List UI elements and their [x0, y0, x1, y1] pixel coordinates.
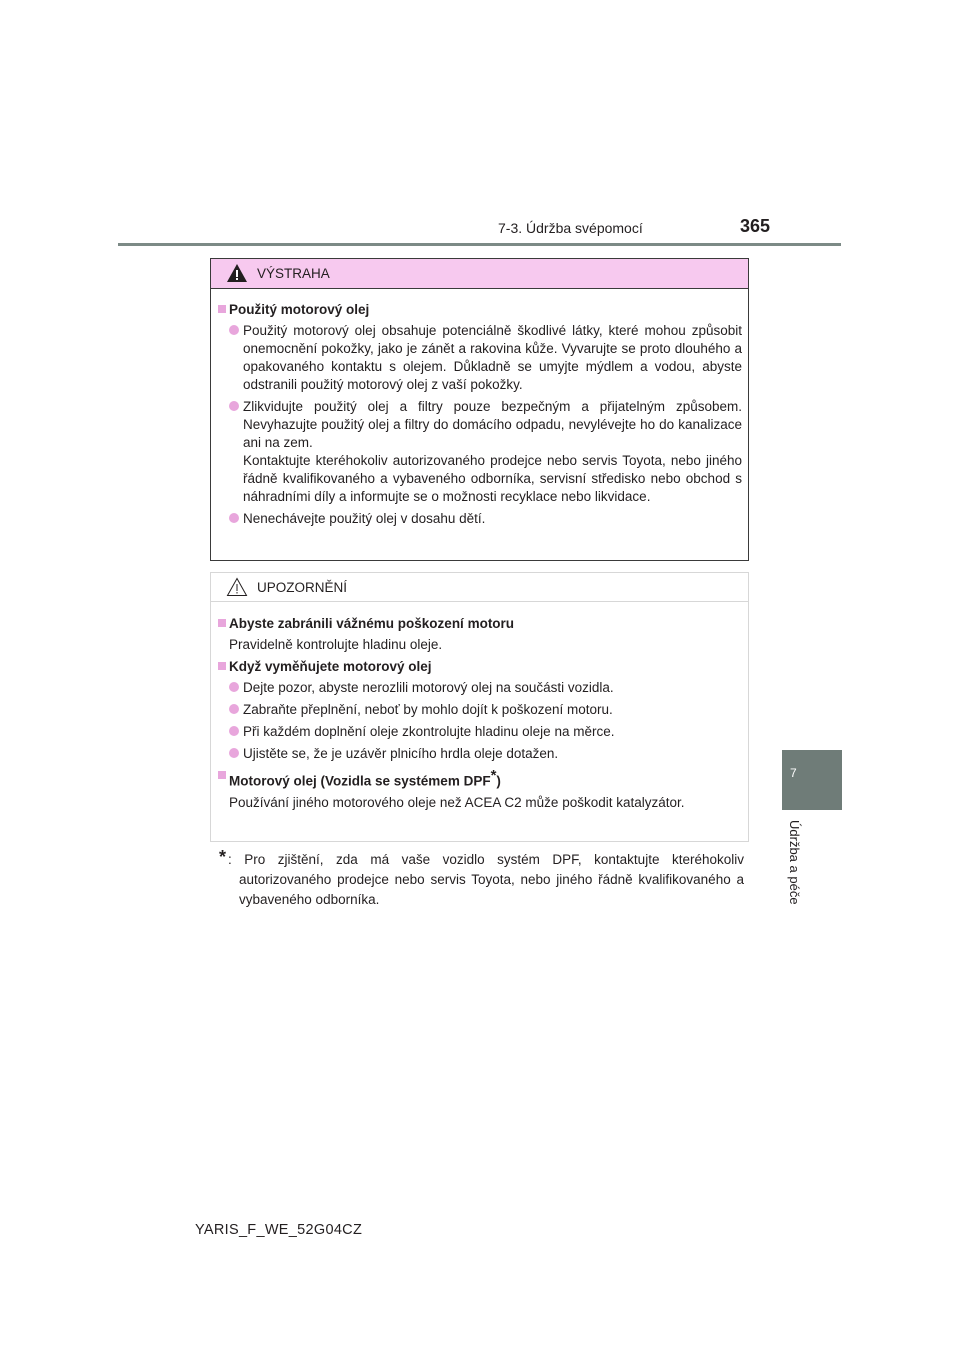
- header-section: 7-3. Údržba svépomocí: [498, 220, 643, 236]
- square-bullet-icon: [218, 662, 226, 670]
- list-item: Nenechávejte použitý olej v dosahu dětí.: [218, 510, 742, 528]
- header-rule: [118, 243, 841, 246]
- round-bullet-icon: [229, 682, 239, 692]
- section-heading: Když vyměňujete motorový olej: [218, 658, 742, 676]
- section-heading: Abyste zabránili vážnému poškození motoru: [218, 615, 742, 633]
- footnote-marker: *: [219, 847, 227, 867]
- round-bullet-icon: [229, 704, 239, 714]
- chapter-label: Údržba a péče: [787, 820, 802, 905]
- footnote-star: *: [490, 767, 497, 784]
- list-item: Zabraňte přeplnění, neboť by mohlo dojít k poškození motoru.: [218, 701, 742, 719]
- page-number: 365: [740, 216, 771, 236]
- round-bullet-icon: [229, 325, 239, 335]
- chapter-tab[interactable]: [782, 750, 842, 810]
- caution-triangle-icon: [226, 577, 248, 597]
- chapter-tab-number: 7: [790, 766, 797, 780]
- list-item: Zlikvidujte použitý olej a filtry pouze bezpečným a přijatelným způsobem. Nevyhazujte použitý olej a filtry do domácího odpadu, nevylévejte ho do kanalizace ani na zem. Kontaktujte kteréhokoliv autorizovaného prodejce nebo servis Toyota, nebo jiného řádně kvalifikovaného a vybaveného odborníka, servisní středisko nebo obchod s náhradními díly a informujte se o možnosti recyklace nebo likvidace.: [218, 398, 742, 506]
- warning-triangle-icon: [226, 263, 248, 283]
- list-item: Ujistěte se, že je uzávěr plnicího hrdla oleje dotažen.: [218, 745, 742, 763]
- list-item: Při každém doplnění oleje zkontrolujte hladinu oleje na měrce.: [218, 723, 742, 741]
- section-heading: Použitý motorový olej: [218, 301, 742, 319]
- list-item: Použitý motorový olej obsahuje potenciálně škodlivé látky, které mohou způsobit onemocnění pokožky, jako je zánět a rakovina kůže. Vyvarujte se proto dlouhého a opakovaného kontaktu s olejem. Důkladně se umyjte mýdlem a vodou, abyste odstranili použitý motorový olej z vaší pokožky.: [218, 322, 742, 394]
- warning-box-header: [211, 259, 748, 289]
- warning-box-body: [211, 289, 748, 528]
- paragraph: Pravidelně kontrolujte hladinu oleje.: [229, 637, 443, 652]
- square-bullet-icon: [218, 771, 226, 779]
- notice-box-header: [211, 573, 748, 602]
- paragraph: Používání jiného motorového oleje než ACEA C2 může poškodit katalyzátor.: [229, 794, 685, 810]
- list-item: Dejte pozor, abyste nerozlili motorový olej na součásti vozidla.: [218, 679, 742, 697]
- round-bullet-icon: [229, 513, 239, 523]
- document-code: YARIS_F_WE_52G04CZ: [195, 1222, 363, 1238]
- notice-title: UPOZORNĚNÍ: [257, 580, 348, 595]
- warning-box: [210, 258, 749, 561]
- round-bullet-icon: [229, 726, 239, 736]
- round-bullet-icon: [229, 401, 239, 411]
- notice-box-body: [211, 602, 748, 812]
- round-bullet-icon: [229, 748, 239, 758]
- footnote: [219, 847, 744, 910]
- notice-box: [210, 572, 749, 842]
- section-heading: Motorový olej (Vozidla se systémem DPF*): [218, 767, 742, 791]
- square-bullet-icon: [218, 305, 226, 313]
- warning-title: VÝSTRAHA: [257, 266, 330, 281]
- square-bullet-icon: [218, 619, 226, 627]
- footnote-text: : Pro zjištění, zda má vaše vozidlo systém DPF, kontaktujte kteréhokoliv autorizovaného prodejce nebo servis Toyota, nebo jiného řádně kvalifikovaného a vybaveného odborníka.: [228, 852, 744, 907]
